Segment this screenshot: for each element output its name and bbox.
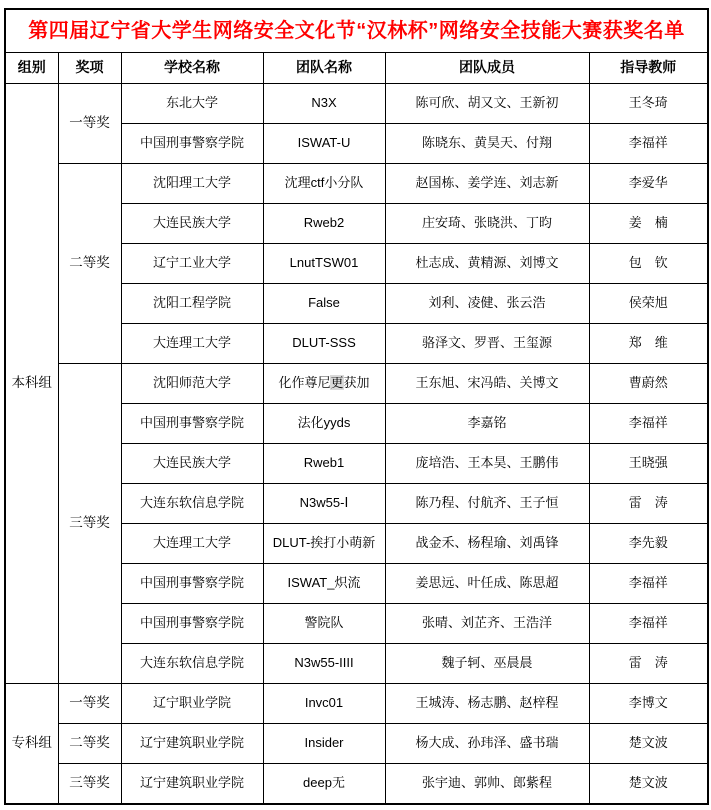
school-cell: 中国刑事警察学院 xyxy=(121,404,263,444)
teacher-cell: 曹蔚然 xyxy=(589,364,708,404)
members-cell: 刘利、凌健、张云浩 xyxy=(385,284,589,324)
school-cell: 中国刑事警察学院 xyxy=(121,564,263,604)
members-cell: 赵国栋、姜学连、刘志新 xyxy=(385,164,589,204)
school-cell: 辽宁建筑职业学院 xyxy=(121,764,263,805)
members-cell: 杜志成、黄精源、刘博文 xyxy=(385,244,589,284)
teacher-cell: 李福祥 xyxy=(589,124,708,164)
award-cell: 二等奖 xyxy=(58,164,121,364)
teacher-cell: 李博文 xyxy=(589,684,708,724)
teacher-cell: 李先毅 xyxy=(589,524,708,564)
school-cell: 辽宁工业大学 xyxy=(121,244,263,284)
group-cell: 专科组 xyxy=(5,684,58,805)
team-cell: N3X xyxy=(263,84,385,124)
school-cell: 辽宁职业学院 xyxy=(121,684,263,724)
team-cell: N3w55-IIII xyxy=(263,644,385,684)
teacher-cell: 郑 维 xyxy=(589,324,708,364)
teacher-cell: 王晓强 xyxy=(589,444,708,484)
header-cell-teacher: 指导教师 xyxy=(589,53,708,84)
award-table xyxy=(4,8,709,805)
team-cell: deep无 xyxy=(263,764,385,805)
members-cell: 战金禾、杨程瑜、刘禹锋 xyxy=(385,524,589,564)
team-cell: Invc01 xyxy=(263,684,385,724)
team-cell: Rweb2 xyxy=(263,204,385,244)
team-cell: 警院队 xyxy=(263,604,385,644)
team-cell: Rweb1 xyxy=(263,444,385,484)
school-cell: 大连东软信息学院 xyxy=(121,484,263,524)
teacher-cell: 雷 涛 xyxy=(589,644,708,684)
school-cell: 大连东软信息学院 xyxy=(121,644,263,684)
members-cell: 庄安琦、张晓洪、丁昀 xyxy=(385,204,589,244)
team-cell: N3w55-Ⅰ xyxy=(263,484,385,524)
school-cell: 大连理工大学 xyxy=(121,524,263,564)
school-cell: 中国刑事警察学院 xyxy=(121,124,263,164)
team-cell: 沈理ctf小分队 xyxy=(263,164,385,204)
team-name-part: 获加 xyxy=(343,375,370,391)
members-cell: 张宇迪、郭帅、郎紫程 xyxy=(385,764,589,805)
teacher-cell: 楚文波 xyxy=(589,724,708,764)
header-cell-school: 学校名称 xyxy=(121,53,263,84)
team-cell: LnutTSW01 xyxy=(263,244,385,284)
award-cell: 三等奖 xyxy=(58,364,121,684)
teacher-cell: 王冬琦 xyxy=(589,84,708,124)
school-cell: 中国刑事警察学院 xyxy=(121,604,263,644)
award-cell: 一等奖 xyxy=(58,84,121,164)
school-cell: 辽宁建筑职业学院 xyxy=(121,724,263,764)
team-name-highlighted-char: 更 xyxy=(330,375,344,391)
teacher-cell: 姜 楠 xyxy=(589,204,708,244)
teacher-cell: 李福祥 xyxy=(589,564,708,604)
award-cell: 三等奖 xyxy=(58,764,121,805)
page-title: 第四届辽宁省大学生网络安全文化节“汉林杯”网络安全技能大赛获奖名单 xyxy=(5,9,708,53)
award-cell: 一等奖 xyxy=(58,684,121,724)
members-cell: 杨大成、孙玮泽、盛书瑞 xyxy=(385,724,589,764)
group-cell: 本科组 xyxy=(5,84,58,684)
table-row xyxy=(5,764,708,805)
teacher-cell: 侯荣旭 xyxy=(589,284,708,324)
award-cell: 二等奖 xyxy=(58,724,121,764)
school-cell: 沈阳师范大学 xyxy=(121,364,263,404)
teacher-cell: 李福祥 xyxy=(589,404,708,444)
team-cell: DLUT-挨打小萌新 xyxy=(263,524,385,564)
table-row xyxy=(5,724,708,764)
header-cell-award: 奖项 xyxy=(58,53,121,84)
team-cell: Insider xyxy=(263,724,385,764)
header-cell-members: 团队成员 xyxy=(385,53,589,84)
team-name-part: 化作尊尼 xyxy=(278,375,331,391)
members-cell: 陈晓东、黄昊天、付翔 xyxy=(385,124,589,164)
members-cell: 骆泽文、罗晋、王玺源 xyxy=(385,324,589,364)
team-cell: ISWAT-U xyxy=(263,124,385,164)
members-cell: 陈可欣、胡又文、王新初 xyxy=(385,84,589,124)
header-cell-group: 组别 xyxy=(5,53,58,84)
members-cell: 姜思远、叶任成、陈思超 xyxy=(385,564,589,604)
teacher-cell: 李爱华 xyxy=(589,164,708,204)
teacher-cell: 李福祥 xyxy=(589,604,708,644)
members-cell: 张晴、刘芷齐、王浩洋 xyxy=(385,604,589,644)
members-cell: 魏子轲、巫晨晨 xyxy=(385,644,589,684)
header-cell-team: 团队名称 xyxy=(263,53,385,84)
school-cell: 大连民族大学 xyxy=(121,204,263,244)
members-cell: 王城涛、杨志鹏、赵梓程 xyxy=(385,684,589,724)
teacher-cell: 雷 涛 xyxy=(589,484,708,524)
team-cell: False xyxy=(263,284,385,324)
school-cell: 大连理工大学 xyxy=(121,324,263,364)
team-cell: 法化yyds xyxy=(263,404,385,444)
members-cell: 庞培浩、王本昊、王鹏伟 xyxy=(385,444,589,484)
members-cell: 陈乃程、付航齐、王子恒 xyxy=(385,484,589,524)
school-cell: 大连民族大学 xyxy=(121,444,263,484)
school-cell: 沈阳理工大学 xyxy=(121,164,263,204)
table-row xyxy=(5,684,708,724)
table-row xyxy=(5,84,708,124)
teacher-cell: 楚文波 xyxy=(589,764,708,805)
members-cell: 李嘉铭 xyxy=(385,404,589,444)
table-row xyxy=(5,364,708,404)
team-cell: ISWAT_炽流 xyxy=(263,564,385,604)
teacher-cell: 包 钦 xyxy=(589,244,708,284)
team-cell xyxy=(263,364,385,404)
header-row xyxy=(5,53,708,84)
members-cell: 王东旭、宋冯皓、关博文 xyxy=(385,364,589,404)
school-cell: 东北大学 xyxy=(121,84,263,124)
team-cell: DLUT-SSS xyxy=(263,324,385,364)
school-cell: 沈阳工程学院 xyxy=(121,284,263,324)
table-row xyxy=(5,164,708,204)
